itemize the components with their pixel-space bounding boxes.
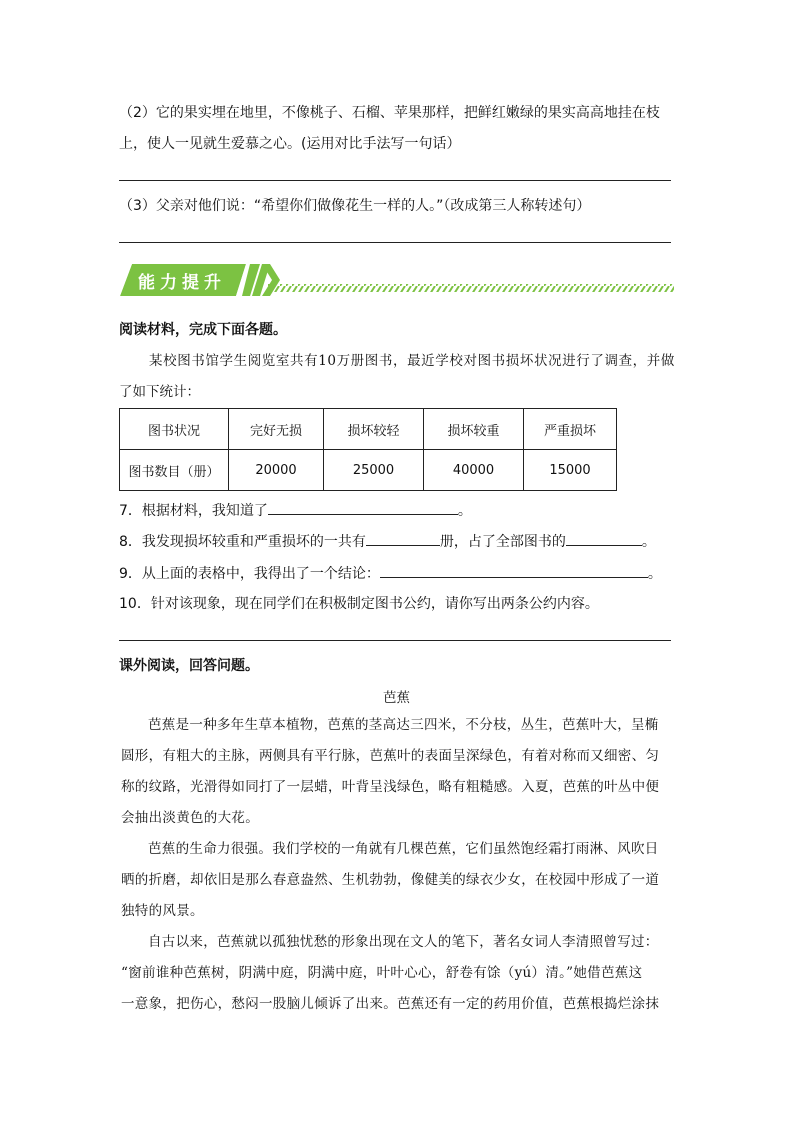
paragraph-line: 独特的风景。: [121, 903, 204, 919]
answer-blank-q9[interactable]: [380, 563, 648, 578]
answer-line-q2[interactable]: [119, 180, 671, 181]
paragraph-line: 称的纹路，光滑得如同打了一层蜡，叶背呈浅绿色，略有粗糙感。入夏，芭蕉的叶丛中便: [121, 779, 660, 795]
answer-blank-q8-percent[interactable]: [566, 531, 642, 546]
answer-blank-q7[interactable]: [268, 500, 458, 515]
article-paragraph-2: [121, 834, 669, 927]
paragraph-line: 晒的折磨，却依旧是那么春意盎然、生机勃勃，像健美的绿衣少女，在校园中形成了一道: [121, 872, 660, 888]
question-8: [119, 531, 656, 552]
paragraph-line: 芭蕉是一种多年生草本植物，芭蕉的茎高达三四米，不分枝，丛生，芭蕉叶大，呈椭: [148, 717, 659, 733]
paragraph-line: 自古以来，芭蕉就以孤独忧愁的形象出现在文人的笔下，著名女词人李清照曾写过：: [148, 934, 659, 950]
question-7-end: 。: [457, 503, 472, 519]
book-condition-table: [119, 408, 617, 491]
table-row: [120, 450, 617, 491]
banner-hatch-stripe: [268, 284, 674, 292]
question-9-end: 。: [647, 566, 662, 582]
table-header-cell: 损坏较重: [424, 409, 524, 450]
reading1-heading: 阅读材料，完成下面各题。: [119, 322, 287, 338]
question-3: （3）父亲对他们说：“希望你们做像花生一样的人。”（改成第三人称转述句）: [119, 198, 591, 214]
table-header-cell: 图书状况: [120, 409, 229, 450]
question-8-mid: 册，占了全部图书的: [439, 534, 566, 550]
article-paragraph-1: [121, 710, 669, 834]
question-7: [119, 500, 472, 521]
paragraph-line: “窗前谁种芭蕉树，阴满中庭，阴满中庭，叶叶心心，舒卷有馀（yú）清。”她借芭蕉这: [121, 965, 643, 981]
table-header-row: [120, 409, 617, 450]
table-header-cell: 完好无损: [229, 409, 324, 450]
question-9: [119, 563, 662, 584]
table-cell: 20000: [229, 450, 324, 491]
question-10: 10．针对该现象，现在同学们在积极制定图书公约，请你写出两条公约内容。: [119, 596, 599, 612]
question-9-label: 9．从上面的表格中，我得出了一个结论：: [119, 566, 380, 582]
question-2-line2: 上，使人一见就生爱慕之心。(运用对比手法写一句话）: [119, 136, 461, 152]
question-8-label: 8．我发现损坏较重和严重损坏的一共有: [119, 534, 366, 550]
table-header-cell: 严重损坏: [524, 409, 617, 450]
table-header-cell: 损坏较轻: [324, 409, 424, 450]
table-cell: 15000: [524, 450, 617, 491]
paragraph-line: 芭蕉的生命力很强。我们学校的一角就有几棵芭蕉，它们虽然饱经霜打雨淋、风吹日: [148, 841, 659, 857]
article-title: 芭蕉: [383, 690, 410, 706]
reading2-heading: 课外阅读，回答问题。: [119, 658, 259, 674]
question-2-line1: （2）它的果实埋在地里，不像桃子、石榴、苹果那样，把鲜红嫩绿的果实高高地挂在枝: [119, 105, 660, 121]
question-7-label: 7．根据材料，我知道了: [119, 503, 268, 519]
section-banner-title: 能力提升: [138, 273, 226, 293]
paragraph-line: 一意象，把伤心，愁闷一股脑儿倾诉了出来。芭蕉还有一定的药用价值，芭蕉根捣烂涂抹: [121, 996, 660, 1012]
table-cell: 25000: [324, 450, 424, 491]
answer-blank-q8-count[interactable]: [366, 531, 440, 546]
question-8-end: 。: [641, 534, 656, 550]
table-cell: 40000: [424, 450, 524, 491]
table-row-label: 图书数目（册）: [120, 450, 229, 491]
paragraph-line: 会抽出淡黄色的大花。: [121, 810, 259, 826]
reading1-intro-line2: 了如下统计：: [119, 384, 200, 400]
reading1-intro-line1: 某校图书馆学生阅览室共有10万册图书，最近学校对图书损坏状况进行了调查，并做: [149, 353, 675, 369]
answer-line-q10[interactable]: [119, 640, 671, 641]
answer-line-q3[interactable]: [119, 242, 671, 243]
article-paragraph-3: [121, 927, 669, 1020]
paragraph-line: 圆形，有粗大的主脉，两侧具有平行脉，芭蕉叶的表面呈深绿色，有着对称而又细密、匀: [121, 748, 660, 764]
